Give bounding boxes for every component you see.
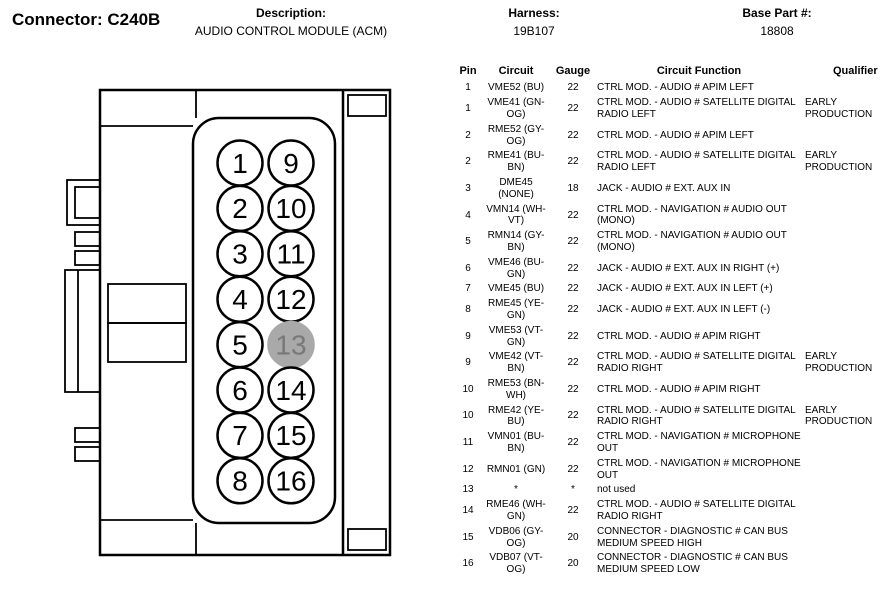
pin-number-label: 9: [283, 147, 299, 179]
cell-function: CTRL MOD. - AUDIO # APIM RIGHT: [597, 330, 761, 342]
pin-12: [269, 277, 314, 322]
pin-circles: [218, 141, 314, 504]
cell-pin: 11: [462, 437, 474, 449]
pin-table-row: [455, 456, 896, 483]
pin-table-row: [455, 176, 896, 203]
cell-pin: 2: [465, 129, 471, 141]
latch-block-upper: [108, 284, 186, 323]
cell-pin: 7: [465, 283, 471, 295]
pin-table-row: [455, 430, 896, 457]
cell-pin: 12: [462, 463, 474, 475]
cell-gauge: 22: [567, 103, 579, 115]
pin-table: [455, 64, 896, 577]
pin-number-label: 7: [232, 420, 248, 452]
cell-function: CTRL MOD. - NAVIGATION # AUDIO OUT (MONO): [597, 230, 787, 254]
tab-bar: [75, 447, 100, 461]
pin-number-label: 12: [275, 284, 307, 315]
cell-gauge: 22: [567, 209, 579, 221]
cell-function: CONNECTOR - DIAGNOSTIC # CAN BUS MEDIUM SPEED LOW: [597, 552, 788, 576]
pin-table-row: [455, 122, 896, 149]
harness-block: [474, 6, 594, 38]
cell-gauge: 22: [567, 129, 579, 141]
pin-table-row: [455, 323, 896, 350]
pin-number-label: 6: [232, 374, 248, 406]
cell-circuit: VME53 (VT-GN): [488, 324, 544, 348]
cell-qualifier: [803, 229, 896, 256]
description-value: AUDIO CONTROL MODULE (ACM): [194, 24, 388, 38]
cell-gauge: 22: [567, 437, 579, 449]
cell-qualifier: [803, 282, 896, 297]
pin-housing: [193, 118, 335, 523]
cell-circuit: VME42 (VT-BN): [488, 351, 544, 375]
pin-table-header: [455, 64, 896, 81]
cell-function: CTRL MOD. - AUDIO # SATELLITE DIGITAL RADIO RIGHT: [597, 499, 796, 522]
cell-pin: 16: [462, 558, 474, 570]
cell-pin: 6: [465, 262, 471, 274]
cell-gauge: 20: [567, 558, 579, 570]
pin-table-row: [455, 96, 896, 123]
cell-function: CTRL MOD. - NAVIGATION # AUDIO OUT (MONO): [597, 203, 787, 227]
pin-9: [269, 141, 314, 186]
connector-value: C240B: [107, 10, 161, 29]
left-tabs: [65, 180, 186, 461]
cell-function: CTRL MOD. - NAVIGATION # MICROPHONE OUT: [597, 457, 801, 481]
right-bottom-slot: [348, 529, 386, 550]
locking-tab-center: [65, 270, 100, 392]
cell-qualifier: EARLY PRODUCTION: [805, 97, 873, 121]
pin-1: [218, 141, 263, 186]
pin-table-row: [455, 282, 896, 297]
pin-table-row: [455, 403, 896, 430]
cell-gauge: 22: [567, 383, 579, 395]
cell-function: JACK - AUDIO # EXT. AUX IN LEFT (+): [597, 283, 773, 295]
cell-circuit: VME45 (BU): [487, 283, 545, 295]
cell-pin: 14: [462, 505, 474, 517]
pin-table-row: [455, 229, 896, 256]
cell-qualifier: [803, 456, 896, 483]
right-top-slot: [348, 95, 386, 116]
cell-qualifier: [803, 202, 896, 229]
pin-8: [218, 458, 263, 503]
pin-number-label: 2: [232, 193, 248, 225]
pin-number-label: 10: [275, 193, 307, 225]
harness-label: Harness:: [508, 6, 560, 20]
pin-table-row: [455, 524, 896, 551]
cell-function: JACK - AUDIO # EXT. AUX IN LEFT (-): [597, 304, 771, 316]
pin-table-row: [455, 350, 896, 377]
cell-circuit: RME52 (GY-OG): [487, 123, 545, 147]
pin-table-row: [455, 377, 896, 404]
tab-bar: [75, 428, 100, 442]
cell-gauge: 22: [567, 410, 579, 422]
cell-gauge: 20: [567, 531, 579, 543]
tab-bar: [75, 251, 100, 265]
cell-function: CTRL MOD. - AUDIO # SATELLITE DIGITAL RADIO RIGHT: [597, 404, 796, 428]
cell-circuit: RME46 (WH-GN): [486, 499, 546, 522]
pin-table-header-row: [455, 64, 896, 81]
column-header-qualifier: Qualifier: [833, 65, 878, 77]
cell-pin: 13: [462, 484, 474, 496]
description-block: [176, 6, 406, 38]
pin-number-label: 4: [232, 284, 248, 315]
harness-value: 19B107: [513, 24, 555, 38]
pin-number-label: 5: [232, 329, 248, 361]
cell-pin: 9: [465, 330, 471, 342]
base-part-value: 18808: [760, 24, 794, 38]
cell-pin: 9: [465, 357, 471, 369]
pin-table-row: [455, 498, 896, 525]
cell-circuit: VME46 (BU-GN): [487, 256, 545, 280]
cell-pin: 8: [465, 304, 471, 316]
cell-qualifier: [803, 377, 896, 404]
cell-gauge: 22: [567, 330, 579, 342]
pin-2: [218, 186, 263, 231]
cell-circuit: VMN01 (BU-BN): [487, 431, 545, 454]
cell-circuit: VMN14 (WH-VT): [486, 203, 546, 227]
cell-pin: 2: [465, 156, 471, 168]
cell-function: CTRL MOD. - AUDIO # SATELLITE DIGITAL RADIO LEFT: [597, 150, 796, 174]
pin-number-label: 8: [232, 465, 248, 497]
cell-pin: 3: [465, 182, 471, 194]
cell-pin: 15: [462, 531, 474, 543]
cell-qualifier: [803, 430, 896, 457]
column-header-gauge: Gauge: [555, 65, 591, 77]
latch-block-lower: [108, 323, 186, 362]
cell-gauge: 22: [567, 236, 579, 248]
connector-drawing: [55, 80, 400, 565]
connector-title: [12, 10, 160, 30]
column-header-pin: Pin: [459, 65, 477, 77]
pin-number-label: 11: [276, 238, 306, 270]
cell-gauge: 18: [567, 182, 579, 194]
cell-circuit: VME41 (GN-OG): [487, 97, 545, 121]
cell-function: CTRL MOD. - AUDIO # SATELLITE DIGITAL RADIO LEFT: [597, 97, 796, 121]
cell-circuit: RMN14 (GY-BN): [487, 230, 545, 254]
cell-qualifier: [803, 255, 896, 282]
pin-15: [269, 413, 314, 458]
cell-pin: 10: [462, 410, 474, 422]
cell-function: CTRL MOD. - AUDIO # APIM LEFT: [597, 82, 754, 94]
base-part-block: [712, 6, 842, 38]
cell-gauge: 22: [567, 156, 579, 168]
pin-number-label: 3: [232, 238, 248, 270]
cell-function: CTRL MOD. - NAVIGATION # MICROPHONE OUT: [597, 431, 801, 454]
cell-gauge: *: [571, 484, 575, 496]
cell-gauge: 22: [567, 357, 579, 369]
pin-6: [218, 368, 263, 413]
column-header-circuit: Circuit: [498, 65, 534, 77]
pin-table-row: [455, 255, 896, 282]
cell-qualifier: [803, 176, 896, 203]
cell-qualifier: EARLY PRODUCTION: [805, 150, 873, 174]
pin-table-row: [455, 149, 896, 176]
pin-10: [269, 186, 314, 231]
cell-function: CTRL MOD. - AUDIO # SATELLITE DIGITAL RADIO RIGHT: [597, 351, 796, 375]
cell-circuit: DME45 (NONE): [498, 177, 534, 200]
cell-circuit: *: [514, 484, 518, 496]
cell-circuit: VME52 (BU): [487, 82, 545, 94]
cell-pin: 10: [462, 383, 474, 395]
pin-table-row: [455, 297, 896, 324]
description-label: Description:: [255, 6, 326, 20]
pin-16: [269, 458, 314, 503]
connector-svg: [55, 80, 400, 565]
pin-number-label: 14: [275, 374, 307, 406]
pin-table-row: [455, 483, 896, 498]
cell-pin: 1: [465, 103, 471, 115]
cell-circuit: VDB06 (GY-OG): [488, 525, 544, 549]
cell-qualifier: [803, 297, 896, 324]
cell-function: CTRL MOD. - AUDIO # APIM LEFT: [597, 129, 754, 141]
pin-number-label: 15: [275, 420, 307, 452]
cell-circuit: RMN01 (GN): [486, 463, 546, 475]
cell-function: JACK - AUDIO # EXT. AUX IN RIGHT (+): [597, 262, 780, 274]
pin-13: [269, 322, 314, 367]
cell-function: CTRL MOD. - AUDIO # APIM RIGHT: [597, 383, 761, 395]
pin-3: [218, 231, 263, 276]
tab-bar: [75, 232, 100, 246]
cell-function: CONNECTOR - DIAGNOSTIC # CAN BUS MEDIUM SPEED HIGH: [597, 525, 788, 549]
cell-circuit: VDB07 (VT-OG): [489, 552, 543, 576]
cell-function: not used: [597, 484, 636, 496]
cell-qualifier: [803, 498, 896, 525]
cell-gauge: 22: [567, 304, 579, 316]
locking-tab-upper-inner: [75, 187, 100, 218]
pin-number-label: 13: [275, 329, 307, 361]
pin-table-row: [455, 202, 896, 229]
cell-qualifier: [803, 524, 896, 551]
cell-circuit: RME53 (BN-WH): [487, 378, 545, 401]
cell-qualifier: [803, 483, 896, 498]
cell-qualifier: [803, 323, 896, 350]
cell-gauge: 22: [567, 463, 579, 475]
base-part-label: Base Part #:: [742, 6, 812, 20]
cell-qualifier: EARLY PRODUCTION: [805, 404, 873, 428]
column-header-function: Circuit Function: [656, 65, 742, 77]
pin-11: [269, 231, 314, 276]
pin-number-label: 16: [275, 465, 307, 497]
cell-gauge: 22: [567, 505, 579, 517]
cell-circuit: RME41 (BU-BN): [487, 150, 545, 174]
pin-number-label: 1: [232, 147, 248, 179]
cell-gauge: 22: [567, 283, 579, 295]
pin-4: [218, 277, 263, 322]
cell-pin: 4: [465, 209, 471, 221]
cell-qualifier: [803, 81, 896, 96]
cell-gauge: 22: [567, 82, 579, 94]
cell-pin: 5: [465, 236, 471, 248]
cell-pin: 1: [465, 82, 471, 94]
connector-label: Connector:: [12, 10, 103, 29]
cell-circuit: RME42 (YE-BU): [487, 404, 545, 428]
pin-table-row: [455, 81, 896, 96]
cell-circuit: RME45 (YE-GN): [487, 298, 545, 322]
pin-14: [269, 368, 314, 413]
pin-table-row: [455, 551, 896, 578]
pin-table-body: [455, 81, 896, 577]
cell-function: JACK - AUDIO # EXT. AUX IN: [597, 182, 731, 194]
cell-qualifier: [803, 122, 896, 149]
cell-qualifier: [803, 551, 896, 578]
cell-gauge: 22: [567, 262, 579, 274]
pin-5: [218, 322, 263, 367]
cell-qualifier: EARLY PRODUCTION: [805, 351, 873, 375]
pin-7: [218, 413, 263, 458]
